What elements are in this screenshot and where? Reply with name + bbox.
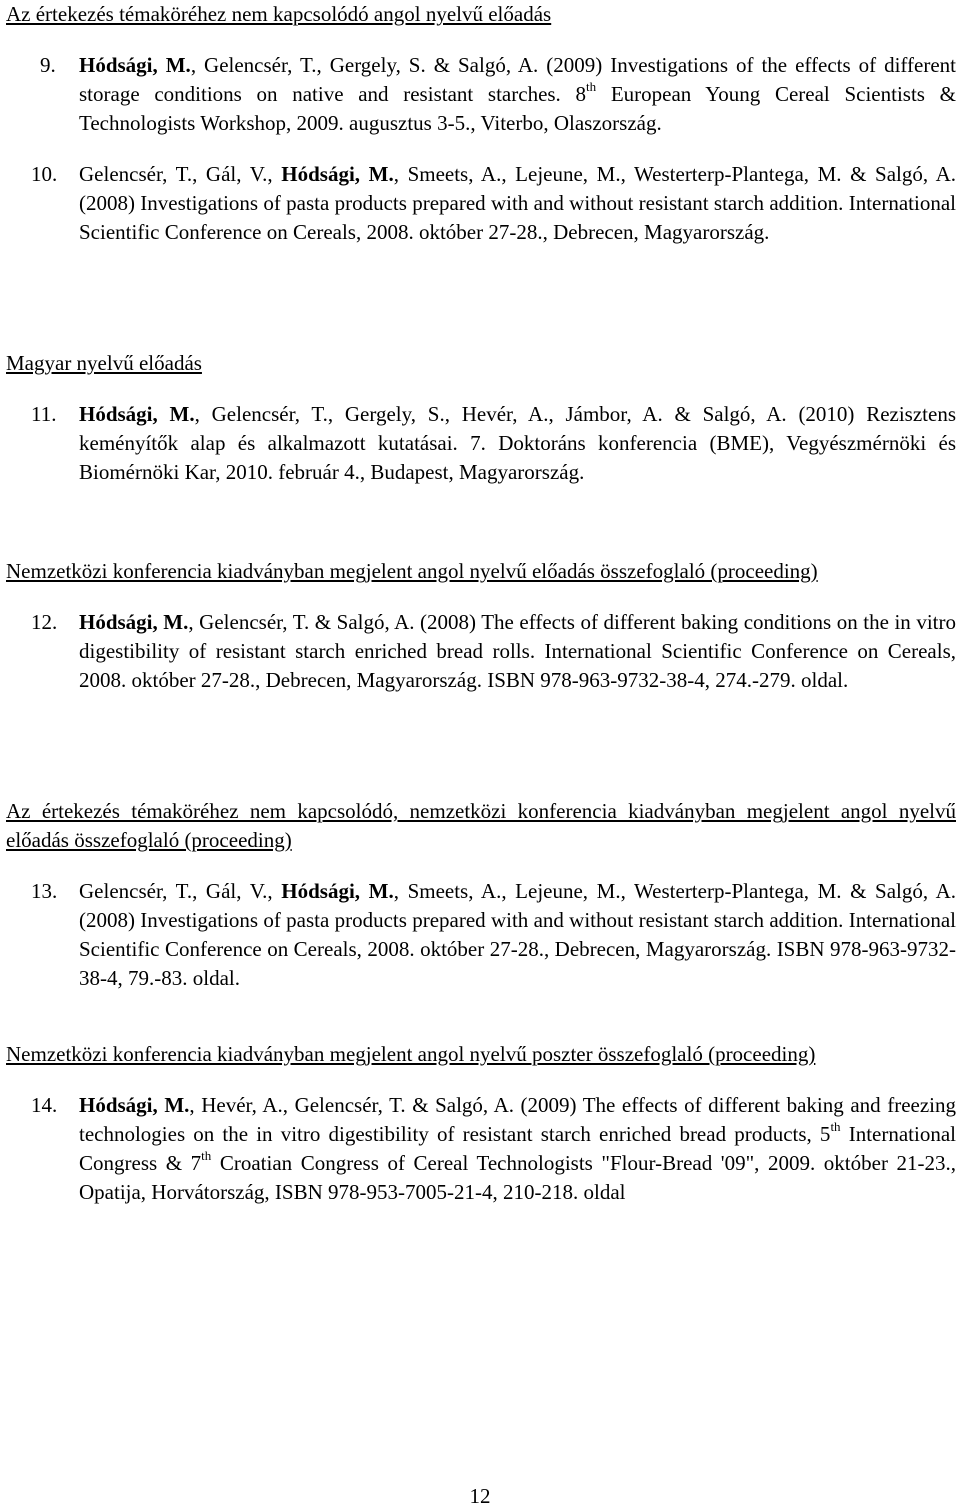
- author-highlight: Hódsági, M.: [281, 162, 394, 186]
- entry-text-run: Gelencsér, T., Gál, V.,: [79, 879, 282, 903]
- ordinal-superscript: th: [201, 1148, 212, 1163]
- entry-text: [79, 402, 956, 484]
- entry-text-run: , Gelencsér, T. & Salgó, A. (2008) The effects of different baking conditions on the in vitro digestibility of resistant starch enriched bread rolls. International Scientific Conference on Cereals, 2008. október 27-28., Debrecen, Magyarország. ISBN 978-963-9732-38-4, 274.-279. oldal.: [79, 610, 957, 692]
- ordinal-superscript: th: [830, 1119, 841, 1134]
- entry-text-run: , Gelencsér, T., Gergely, S., Hevér, A., Jámbor, A. & Salgó, A. (2010) Rezisztens keményítők alap és alkalmazott kutatásai. 7. Doktoráns konferencia (BME), Vegyészmérnöki és Biomérnöki Kar, 2010. február 4., Budapest, Magyarország.: [79, 402, 956, 484]
- entry-number: 14.: [31, 1093, 58, 1117]
- entry-text: [79, 1093, 956, 1204]
- entry-text: [79, 53, 956, 135]
- section-heading: Az értekezés témaköréhez nem kapcsolódó, nemzetközi konferencia kiadványban megjelent angol nyelvű előadás összefoglaló (proceeding): [6, 799, 956, 852]
- ordinal-superscript: th: [586, 79, 597, 94]
- entry-text-run: Gelencsér, T., Gál, V.,: [79, 162, 282, 186]
- section-international-poster-proceeding: [6, 1040, 956, 1207]
- section-nonrelated-international-proceeding: [6, 797, 956, 993]
- entry-text-run: European Young Cereal Scientists & Technologists Workshop, 2009. augusztus 3-5., Viterbo, Olaszország.: [79, 82, 956, 135]
- author-highlight: Hódsági, M.: [79, 1093, 190, 1117]
- author-highlight: Hódsági, M.: [79, 610, 189, 634]
- publication-entry: [6, 608, 956, 695]
- entry-text-run: , Smeets, A., Lejeune, M., Westerterp-Plantega, M. & Salgó, A. (2008) Investigations of pasta products prepared with and without resistant starch addition. International Scientific Conference on Cereals, 2008. október 27-28., Debrecen, Magyarország. ISBN 978-963-9732-38-4, 79.-83. oldal.: [79, 879, 956, 990]
- author-highlight: Hódsági, M.: [79, 402, 195, 426]
- section-international-proceeding: [6, 557, 956, 695]
- publication-entry: [6, 877, 956, 993]
- section-heading: Az értekezés témaköréhez nem kapcsolódó angol nyelvű előadás: [6, 2, 552, 26]
- publication-entry: [6, 160, 956, 247]
- entry-number: 13.: [31, 879, 58, 903]
- publication-entry: [6, 1091, 956, 1207]
- entry-number: 9.: [40, 53, 56, 77]
- entry-number: 11.: [31, 402, 57, 426]
- section-heading: Nemzetközi konferencia kiadványban megjelent angol nyelvű előadás összefoglaló (proceeding): [6, 559, 818, 583]
- entry-text-run: International Congress & 7: [79, 1122, 956, 1175]
- entry-text-run: , Smeets, A., Lejeune, M., Westerterp-Plantega, M. & Salgó, A. (2008) Investigations of pasta products prepared with and without resistant starch addition. International Scientific Conference on Cereals, 2008. október 27-28., Debrecen, Magyarország.: [79, 162, 956, 244]
- author-highlight: Hódsági, M.: [79, 53, 191, 77]
- publication-entry: [6, 51, 956, 138]
- section-heading: Magyar nyelvű előadás: [6, 351, 202, 375]
- entry-number: 12.: [31, 610, 58, 634]
- entry-text: [79, 610, 956, 692]
- entry-text: [79, 162, 956, 244]
- entry-text-run: , Gelencsér, T., Gergely, S. & Salgó, A. (2009) Investigations of the effects of different storage conditions on native and resistant starches. 8: [79, 53, 956, 106]
- entry-text-run: Croatian Congress of Cereal Technologists "Flour-Bread '09", 2009. október 21-23., Opatija, Horvátország, ISBN 978-953-7005-21-4, 210-218. oldal: [79, 1151, 956, 1204]
- page-number: 12: [469, 1484, 491, 1508]
- entry-text-run: , Hevér, A., Gelencsér, T. & Salgó, A. (2009) The effects of different baking and freezing technologies on the in vitro digestibility of resistant starch enriched bread products, 5: [79, 1093, 956, 1146]
- section-hungarian-talk: [6, 349, 956, 487]
- section-heading: Nemzetközi konferencia kiadványban megjelent angol nyelvű poszter összefoglaló (proceeding): [6, 1042, 816, 1066]
- section-nonrelated-english-talks: [6, 0, 956, 247]
- publication-entry: [6, 400, 956, 487]
- entry-text: [79, 879, 956, 990]
- entry-number: 10.: [31, 162, 58, 186]
- author-highlight: Hódsági, M.: [281, 879, 394, 903]
